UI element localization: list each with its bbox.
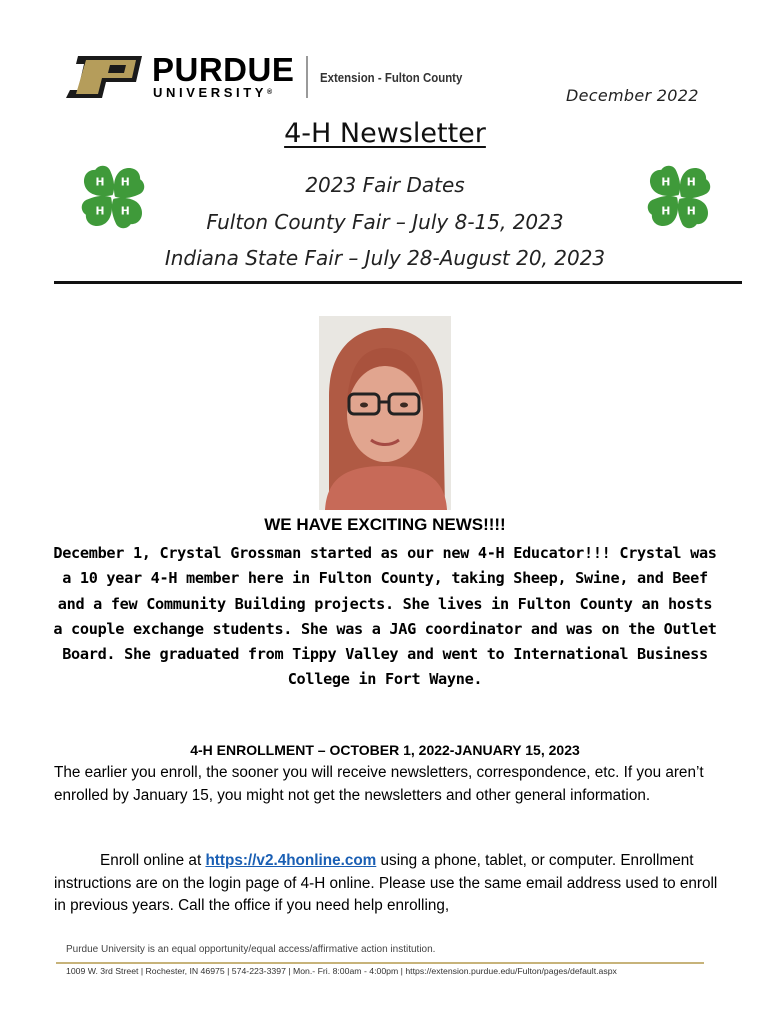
4h-clover-icon <box>640 158 718 236</box>
news-body: December 1, Crystal Grossman started as our new 4-H Educator!!! Crystal was a 10 year 4-H member here in Fulton County, taking Sheep, Swine, and Beef and a few Community Building projects. She lives in Fulton County an hosts a couple exchange students. She was a JAG coordinator and was on the Outlet Board. She graduated from Tippy Valley and went to International Business College in Fort Wayne. <box>53 544 717 689</box>
svg-text:H: H <box>95 175 105 189</box>
purdue-p-logo-icon <box>66 56 142 98</box>
4honline-link[interactable]: https://v2.4honline.com <box>205 852 377 869</box>
logo-wordmark: PURDUE <box>152 51 295 88</box>
news-heading: WE HAVE EXCITING NEWS!!!! <box>264 515 506 534</box>
educator-portrait <box>319 316 451 510</box>
extension-label: Extension - Fulton County <box>320 70 463 85</box>
page-title: 4-H Newsletter <box>284 118 486 149</box>
svg-text:H: H <box>661 175 671 189</box>
logo-divider <box>306 56 308 98</box>
footer-divider <box>56 962 704 964</box>
enrollment-heading: 4-H ENROLLMENT – OCTOBER 1, 2022-JANUARY 15, 2023 <box>190 742 580 758</box>
footer-address: 1009 W. 3rd Street | Rochester, IN 46975 | 574-223-3397 | Mon.- Fri. 8:00am - 4:00pm | https://extension.purdue.edu/Fulton/pages/default.aspx <box>66 966 617 976</box>
enroll-online-paragraph: Enroll online at https://v2.4honline.com using a phone, tablet, or computer. Enrollment instructions are on the login page of 4-H online. Please use the same email address used to enroll in previous years. Call the office if you need help enrolling, <box>54 852 718 914</box>
svg-text:H: H <box>686 204 696 218</box>
svg-text:H: H <box>120 204 130 218</box>
header-divider <box>54 281 742 284</box>
svg-text:H: H <box>120 175 130 189</box>
svg-text:H: H <box>661 204 671 218</box>
fair-dates-heading: 2023 Fair Dates <box>305 173 465 197</box>
4h-clover-icon <box>74 158 152 236</box>
svg-text:H: H <box>686 175 696 189</box>
enrollment-paragraph: The earlier you enroll, the sooner you will receive newsletters, correspondence, etc. If you aren’t enrolled by January 15, you might not get the newsletters and other general information. <box>54 764 704 804</box>
state-fair-dates: Indiana State Fair – July 28-August 20, 2023 <box>164 246 606 270</box>
county-fair-dates: Fulton County Fair – July 8-15, 2023 <box>206 210 564 234</box>
newsletter-date: December 2022 <box>566 86 699 105</box>
eeo-statement: Purdue University is an equal opportunity/equal access/affirmative action institution. <box>66 944 436 955</box>
svg-text:H: H <box>95 204 105 218</box>
logo-university: UNIVERSITY® <box>153 85 273 100</box>
